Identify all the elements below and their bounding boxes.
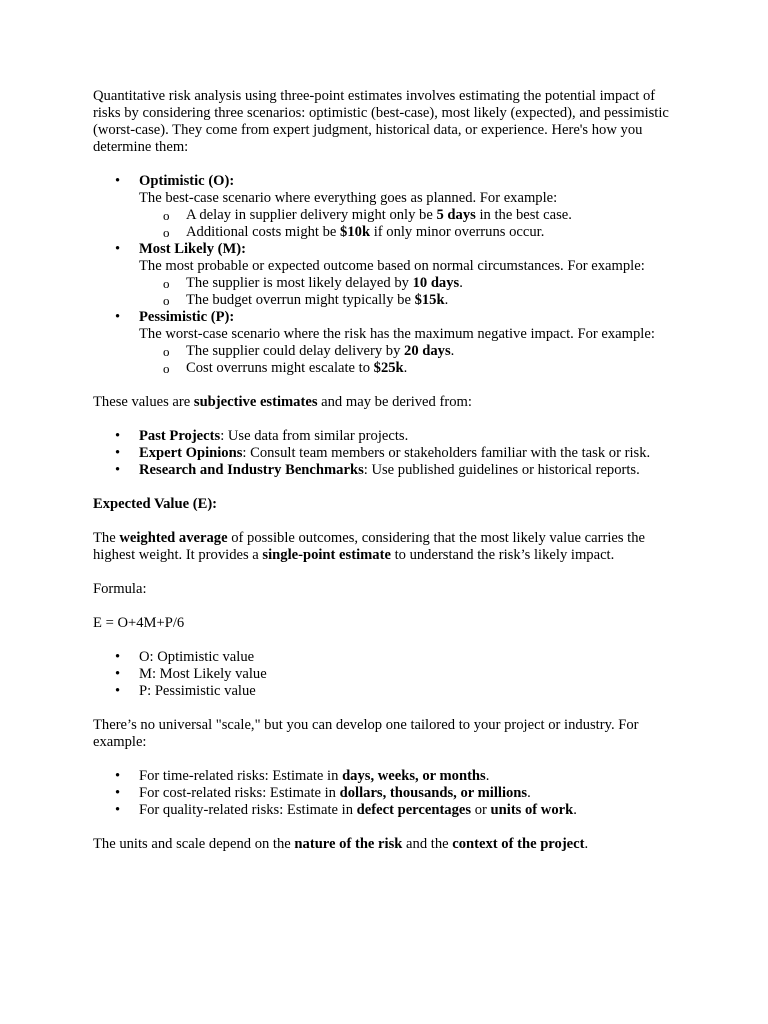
legend-item: • M: Most Likely value [93, 666, 683, 683]
source-item: • Past Projects: Use data from similar projects. [93, 428, 683, 445]
scenario-optimistic [93, 173, 683, 241]
example-item: o A delay in supplier delivery might only be 5 days in the best case. [139, 207, 683, 224]
scenario-heading: Most Likely (M): [139, 241, 246, 257]
source-item: • Expert Opinions: Consult team members or stakeholders familiar with the task or risk. [93, 445, 683, 462]
example-item: o The supplier is most likely delayed by 10 days. [139, 275, 683, 292]
legend-item: • P: Pessimistic value [93, 683, 683, 700]
formula-label: Formula: [93, 581, 147, 597]
section-heading: Expected Value (E): [93, 496, 218, 512]
scenario-most-likely [93, 241, 683, 309]
example-item: o The supplier could delay delivery by 20 days. [139, 343, 683, 360]
scale-list [93, 768, 683, 819]
values-paragraph: These values are subjective estimates and may be derived from: [93, 394, 472, 410]
expected-value-paragraph: The weighted average of possible outcomes, considering that the most likely value carries the highest weight. It provides a single-point estimate to understand the risk’s likely impact. [93, 530, 646, 563]
example-item: o The budget overrun might typically be $15k. [139, 292, 683, 309]
source-item: • Research and Industry Benchmarks: Use published guidelines or historical reports. [93, 462, 683, 479]
document-body [93, 88, 683, 853]
example-item: o Cost overruns might escalate to $25k. [139, 360, 683, 377]
scenario-heading: Pessimistic (P): [139, 309, 235, 325]
formula: E = O+4M+P/6 [93, 615, 185, 631]
scenario-pessimistic [93, 309, 683, 377]
scenario-list [93, 173, 683, 377]
legend-item: • O: Optimistic value [93, 649, 683, 666]
intro-paragraph: Quantitative risk analysis using three-point estimates involves estimating the potential impact of risks by considering three scenarios: optimistic (best-case), most likely (expected), and pessimistic (worst-case). They come from expert judgment, historical data, or experience. Here's how you determine them: [93, 88, 669, 155]
scale-item: • For quality-related risks: Estimate in defect percentages or units of work. [93, 802, 683, 819]
scenario-heading: Optimistic (O): [139, 173, 235, 189]
scenario-description: The most probable or expected outcome based on normal circumstances. For example: [139, 258, 645, 274]
example-item: o Additional costs might be $10k if only minor overruns occur. [139, 224, 683, 241]
closing-paragraph: The units and scale depend on the nature of the risk and the context of the project. [93, 836, 589, 852]
formula-legend-list [93, 649, 683, 700]
scale-item: • For cost-related risks: Estimate in dollars, thousands, or millions. [93, 785, 683, 802]
source-list [93, 428, 683, 479]
example-list [139, 275, 683, 309]
scale-item: • For time-related risks: Estimate in days, weeks, or months. [93, 768, 683, 785]
example-list [139, 207, 683, 241]
example-list [139, 343, 683, 377]
scenario-description: The worst-case scenario where the risk has the maximum negative impact. For example: [139, 326, 655, 342]
scenario-description: The best-case scenario where everything goes as planned. For example: [139, 190, 558, 206]
scale-paragraph: There’s no universal "scale," but you can develop one tailored to your project or industry. For example: [93, 717, 639, 750]
